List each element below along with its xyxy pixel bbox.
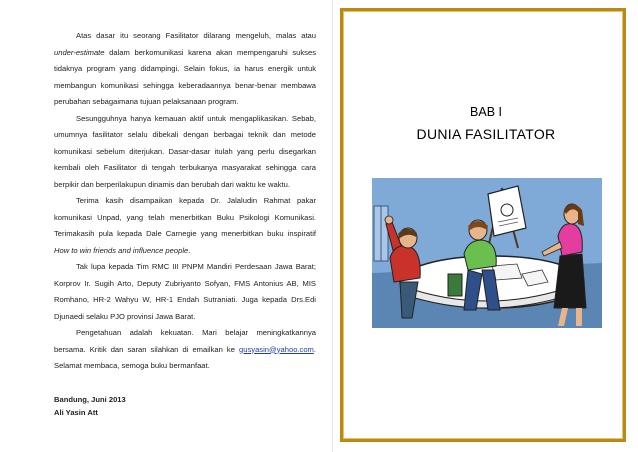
text-run: Atas dasar itu seorang Fasilitator dilarang mengeluh, malas atau [76, 31, 316, 40]
paragraph-list [54, 28, 316, 375]
preface-paragraph [54, 111, 316, 194]
italic-text: How to win friends and influence people [54, 245, 189, 255]
preface-paragraph [54, 28, 316, 111]
signature-block [54, 393, 316, 419]
text-run: Pengetahuan adalah kekuatan. Mari belajar meningkatkannya bersama. Kritik dan saran silahkan di emailkan ke [54, 328, 316, 354]
meeting-illustration [372, 178, 602, 328]
email-link[interactable]: gusyasin@yahoo.com [239, 344, 314, 354]
chapter-number: BAB I [470, 105, 502, 119]
preface-paragraph [54, 259, 316, 325]
signature-name: Ali Yasin Att [54, 407, 98, 417]
text-run: dalam berkomunikasi karena akan mempengaruhi sukses tidaknya program yang didampingi. Selain fokus, ia harus energik untuk membangun komunikasi sehingga keberadaannya benar-benar membawa perubahan sebagaimana tujuan pelaksanaan program. [54, 47, 316, 106]
preface-text [54, 28, 316, 419]
text-run: Tak lupa kepada Tim RMC III PNPM Mandiri Perdesaan Jawa Barat; Korprov Ir. Sugih Arto, Deputy Zubriyanto Sofyan, FMS Antonius AB, MIS Romhano, HR-2 Wahyu W, HR-1 Endah Sutraniati. Juga kepada Drs.Edi Djunaedi selaku PJO provinsi Jawa Barat. [54, 262, 316, 321]
preface-paragraph [54, 325, 316, 375]
italic-text: under-estimate [54, 47, 105, 57]
right-page [334, 0, 638, 452]
text-run: Terima kasih disampaikan kepada Dr. Jalaludin Rahmat pakar komunikasi Unpad, yang telah menerbitkan Buku Psikologi Komunikasi. Terimakasih pula kepada Dale Carnegie yang menerbitkan buku inspiratif [54, 196, 316, 238]
chapter-title: DUNIA FASILITATOR [416, 126, 556, 142]
signature-place-date: Bandung, Juni 2013 [54, 394, 126, 404]
text-run: Sesungguhnya hanya kemauan aktif untuk mengaplikasikan. Sebab, umumnya fasilitator selalu dibekali dengan berbagai teknik dan metode komunikasi sebelum diterjukan. Dasar-dasar itulah yang perlu disegarkan kembali oleh Fasilitator di tengah terbukanya masyarakat sehingga cara berpikir dan berperilakupun dinamis dan berubah dari waktu ke waktu. [54, 113, 316, 189]
preface-paragraph [54, 193, 316, 259]
text-run: . [188, 245, 191, 255]
page-divider [332, 0, 333, 452]
text-run: . Selamat membaca, semoga buku bermanfaat. [54, 344, 316, 370]
